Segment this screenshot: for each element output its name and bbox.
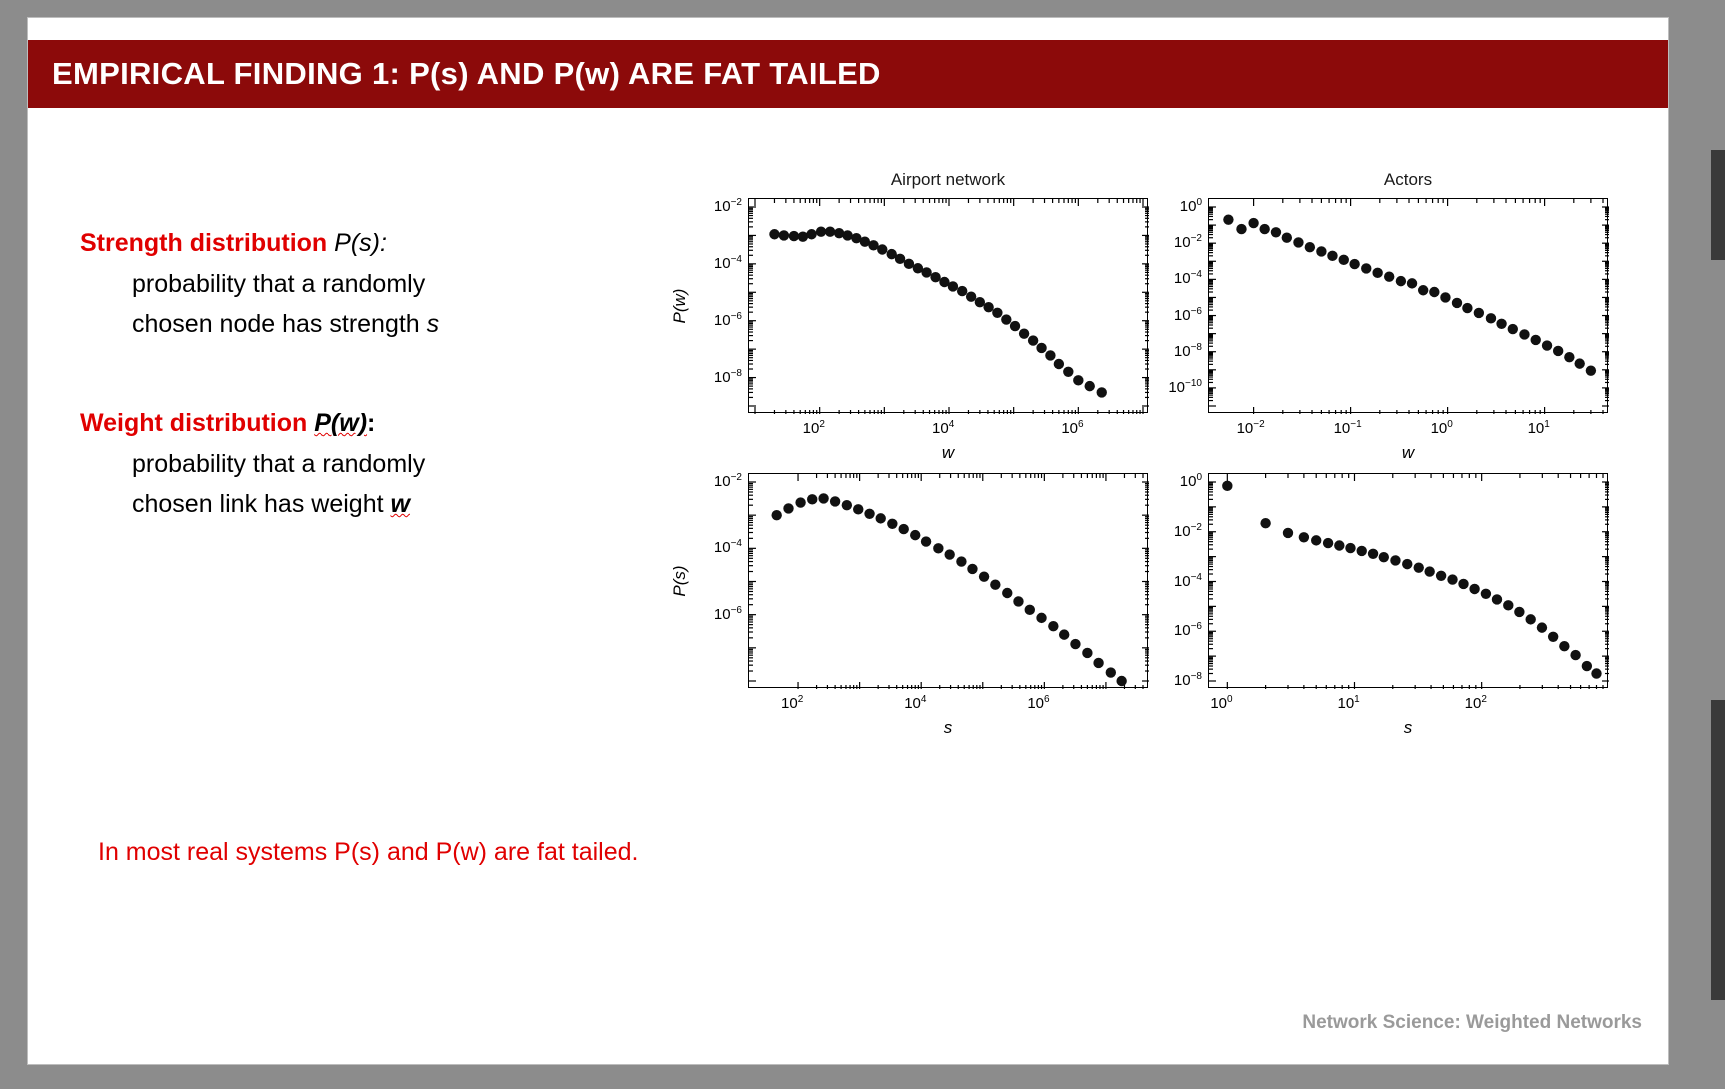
strength-distribution-line2-symbol: s <box>426 310 440 338</box>
chart-panel-2 <box>670 472 1148 737</box>
x-tick-label: $10^2$ <box>802 419 825 437</box>
chart-title-0: Airport network <box>890 170 1006 189</box>
y-tick-label: $10^{-8}$ <box>713 367 742 386</box>
x-axis-label: w <box>941 443 955 462</box>
slide-title-bar <box>28 40 1668 108</box>
slide-footer: Network Science: Weighted Networks <box>1302 1012 1642 1033</box>
x-tick-label: $10^1$ <box>1337 694 1360 712</box>
weight-distribution-symbol: P(w) <box>314 409 368 437</box>
y-tick-label: $10^{-6}$ <box>713 310 742 329</box>
x-tick-label: $10^4$ <box>904 694 927 712</box>
weight-distribution-line1: probability that a randomly <box>132 449 426 478</box>
y-tick-label: $10^{-8}$ <box>1173 671 1202 689</box>
x-tick-label: $10^{-1}$ <box>1333 419 1362 437</box>
strength-distribution-symbol: P(s): <box>334 229 387 257</box>
weight-distribution-line2-symbol: w <box>390 490 410 518</box>
y-axis-label: P(w) <box>670 288 689 323</box>
y-tick-label: $10^{-2}$ <box>713 472 742 490</box>
chart-axes-2 <box>748 473 1148 688</box>
x-tick-label: $10^{-2}$ <box>1236 419 1265 437</box>
y-tick-label: $10^{-4}$ <box>713 538 742 557</box>
page-title: EMPIRICAL FINDING 1: P(s) AND P(w) ARE FAT TAILED <box>52 56 881 91</box>
y-tick-label: $10^{-6}$ <box>1173 621 1202 640</box>
weight-distribution-heading: Weight distribution <box>80 409 308 437</box>
summary-note: In most real systems P(s) and P(w) are fat tailed. <box>98 838 639 866</box>
weight-distribution-block <box>80 403 640 525</box>
x-tick-label: $10^4$ <box>932 419 955 437</box>
chart-title-1: Actors <box>1383 170 1433 189</box>
chart-panel-3 <box>1173 472 1608 737</box>
strength-distribution-line1: probability that a randomly <box>132 269 426 298</box>
chart-axes-3 <box>1208 473 1608 688</box>
x-tick-label: $10^0$ <box>1430 419 1453 437</box>
y-tick-label: $10^{-8}$ <box>1173 341 1202 360</box>
chart-axes-1 <box>1208 198 1608 413</box>
weight-distribution-line2-text: chosen link has weight <box>132 490 384 518</box>
y-tick-label: $10^0$ <box>1179 197 1202 215</box>
x-tick-label: $10^1$ <box>1527 419 1550 437</box>
y-tick-label: $10^{-10}$ <box>1168 377 1202 396</box>
y-tick-label: $10^{-4}$ <box>1173 571 1202 590</box>
chart-panel-0 <box>670 170 1148 462</box>
strength-distribution-line2-text: chosen node has strength <box>132 310 420 338</box>
y-axis-label: P(s) <box>670 564 689 597</box>
x-axis-label: s <box>1403 718 1413 737</box>
edge-marker-top <box>1711 150 1725 260</box>
y-tick-label: $10^0$ <box>1179 472 1202 490</box>
y-tick-label: $10^{-4}$ <box>713 253 742 272</box>
strength-distribution-line2 <box>132 304 640 345</box>
x-tick-label: $10^0$ <box>1210 694 1233 712</box>
x-tick-label: $10^6$ <box>1061 419 1084 437</box>
x-axis-label: w <box>1401 443 1415 462</box>
x-tick-label: $10^6$ <box>1027 694 1050 712</box>
y-tick-label: $10^{-4}$ <box>1173 269 1202 288</box>
chart-panel-1 <box>1168 170 1608 462</box>
figure-panels <box>670 168 1628 748</box>
slide <box>28 18 1668 1064</box>
y-tick-label: $10^{-2}$ <box>713 197 742 215</box>
strength-distribution-block <box>80 223 640 345</box>
strength-distribution-heading: Strength distribution <box>80 229 328 257</box>
chart-axes-0 <box>748 198 1148 413</box>
x-tick-label: $10^2$ <box>1464 694 1487 712</box>
x-tick-label: $10^2$ <box>781 694 804 712</box>
y-tick-label: $10^{-6}$ <box>713 604 742 623</box>
weight-distribution-line2 <box>132 484 640 525</box>
y-tick-label: $10^{-2}$ <box>1173 233 1202 252</box>
y-tick-label: $10^{-2}$ <box>1173 521 1202 540</box>
weight-distribution-colon: : <box>367 409 376 437</box>
y-tick-label: $10^{-6}$ <box>1173 305 1202 324</box>
edge-marker-bottom <box>1711 700 1725 1000</box>
x-axis-label: s <box>943 718 953 737</box>
